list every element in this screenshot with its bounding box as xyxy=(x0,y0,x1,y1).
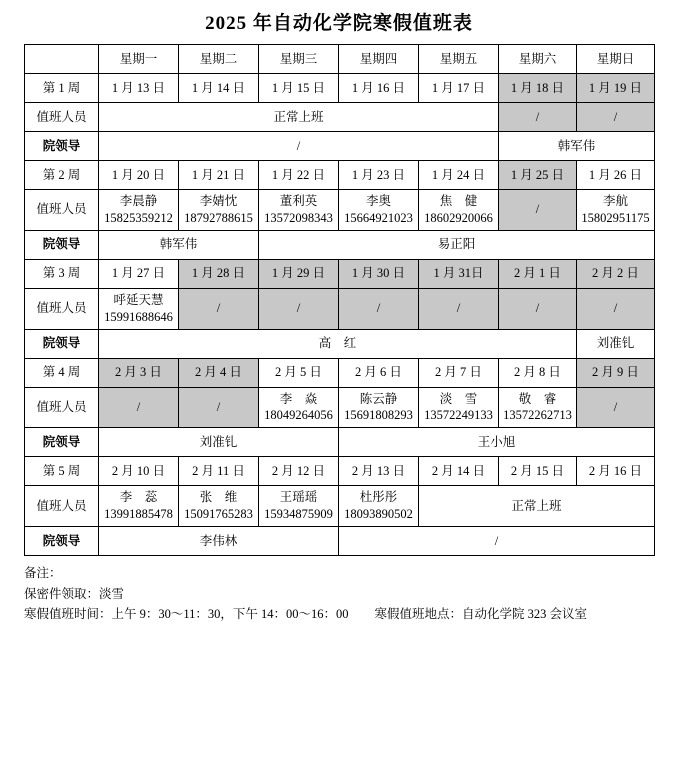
table-row xyxy=(25,457,655,486)
duty-cell xyxy=(577,190,655,231)
date-cell: 1 月 22 日 xyxy=(259,161,339,190)
date-cell: 2 月 14 日 xyxy=(419,457,499,486)
week-label: 第 3 周 xyxy=(25,259,99,288)
date-cell: 2 月 8 日 xyxy=(499,358,577,387)
duty-cell xyxy=(419,387,499,428)
duty-cell: / xyxy=(577,387,655,428)
leader-cell: 易正阳 xyxy=(259,230,655,259)
date-cell: 1 月 26 日 xyxy=(577,161,655,190)
table-row xyxy=(25,259,655,288)
date-cell: 2 月 10 日 xyxy=(99,457,179,486)
week-label: 第 4 周 xyxy=(25,358,99,387)
duty-person-phone: 18792788615 xyxy=(184,210,253,225)
duty-cell: / xyxy=(499,103,577,132)
date-cell: 1 月 15 日 xyxy=(259,74,339,103)
notes-duty-location: 寒假值班地点：自动化学院 323 会议室 xyxy=(374,607,588,622)
date-cell: 1 月 13 日 xyxy=(99,74,179,103)
date-cell: 1 月 29 日 xyxy=(259,259,339,288)
date-cell: 2 月 4 日 xyxy=(179,358,259,387)
week-label: 第 5 周 xyxy=(25,457,99,486)
date-cell: 1 月 27 日 xyxy=(99,259,179,288)
header-day-saturday: 星期六 xyxy=(499,45,577,74)
duty-person-phone: 13572262713 xyxy=(503,408,572,423)
duty-cell: / xyxy=(99,387,179,428)
leader-cell: / xyxy=(99,132,499,161)
date-cell: 1 月 16 日 xyxy=(339,74,419,103)
duty-person-name: / xyxy=(535,202,540,217)
leader-cell: 李伟林 xyxy=(99,527,339,556)
duty-cell: / xyxy=(577,288,655,329)
week-label: 第 1 周 xyxy=(25,74,99,103)
duty-cell xyxy=(99,190,179,231)
duty-person-name: 李 焱 xyxy=(279,391,318,406)
duty-schedule-table xyxy=(24,44,655,556)
duty-label: 值班人员 xyxy=(25,288,99,329)
notes-line-confidential: 保密件领取：淡雪 xyxy=(24,586,125,601)
leader-label: 院领导 xyxy=(25,428,99,457)
duty-person-name: 敬 睿 xyxy=(518,391,557,406)
table-row xyxy=(25,387,655,428)
duty-cell: 正常上班 xyxy=(419,486,655,527)
duty-cell: 正常上班 xyxy=(99,103,499,132)
duty-cell xyxy=(339,486,419,527)
table-row xyxy=(25,230,655,259)
duty-label: 值班人员 xyxy=(25,190,99,231)
date-cell: 2 月 3 日 xyxy=(99,358,179,387)
duty-cell: / xyxy=(259,288,339,329)
date-cell: 2 月 16 日 xyxy=(577,457,655,486)
duty-cell: / xyxy=(179,288,259,329)
duty-cell xyxy=(179,486,259,527)
date-cell: 2 月 11 日 xyxy=(179,457,259,486)
table-row xyxy=(25,358,655,387)
date-cell: 2 月 12 日 xyxy=(259,457,339,486)
duty-person-name: 淡 雪 xyxy=(439,391,478,406)
duty-person-name: 张 维 xyxy=(199,490,238,505)
duty-person-name: 李奥 xyxy=(365,194,391,208)
leader-label: 院领导 xyxy=(25,132,99,161)
duty-cell xyxy=(419,190,499,231)
date-cell: 1 月 25 日 xyxy=(499,161,577,190)
header-day-friday: 星期五 xyxy=(419,45,499,74)
date-cell: 1 月 21 日 xyxy=(179,161,259,190)
date-cell: 1 月 23 日 xyxy=(339,161,419,190)
duty-person-name: 李航 xyxy=(602,194,628,208)
duty-person-name: 杜彤彤 xyxy=(359,490,398,505)
date-cell: 2 月 7 日 xyxy=(419,358,499,387)
duty-person-phone: 15664921023 xyxy=(344,210,413,225)
leader-cell: 刘准钆 xyxy=(99,428,339,457)
header-day-thursday: 星期四 xyxy=(339,45,419,74)
duty-person-phone: 15691808293 xyxy=(344,408,413,423)
duty-person-phone: 15825359212 xyxy=(104,210,173,225)
duty-cell xyxy=(99,486,179,527)
duty-person-name: 焦 健 xyxy=(439,194,478,208)
date-cell: 2 月 9 日 xyxy=(577,358,655,387)
notes-title: 备注： xyxy=(24,566,62,580)
duty-cell: / xyxy=(577,103,655,132)
header-day-monday: 星期一 xyxy=(99,45,179,74)
table-row xyxy=(25,288,655,329)
duty-cell: / xyxy=(499,288,577,329)
duty-person-name: 董利英 xyxy=(279,194,318,208)
duty-person-name: 陈云静 xyxy=(359,391,398,406)
leader-cell: 刘准钆 xyxy=(577,329,655,358)
duty-cell xyxy=(499,190,577,231)
date-cell: 1 月 20 日 xyxy=(99,161,179,190)
duty-cell xyxy=(99,288,179,329)
duty-person-phone: 18093890502 xyxy=(344,507,413,522)
date-cell: 1 月 24 日 xyxy=(419,161,499,190)
notes-section xyxy=(24,563,654,625)
table-row xyxy=(25,190,655,231)
header-corner-cell xyxy=(25,45,99,74)
duty-person-name: 李 蕊 xyxy=(119,490,158,505)
date-cell: 1 月 19 日 xyxy=(577,74,655,103)
duty-cell xyxy=(339,190,419,231)
table-row xyxy=(25,428,655,457)
notes-duty-time: 寒假值班时间：上午 9：30～11：30，下午 14：00～16：00 xyxy=(24,607,349,622)
notes-line-time-location xyxy=(24,604,654,625)
duty-person-phone: 15091765283 xyxy=(184,507,253,522)
table-header-row xyxy=(25,45,655,74)
table-row xyxy=(25,161,655,190)
leader-label: 院领导 xyxy=(25,329,99,358)
duty-person-phone: 15802951175 xyxy=(581,210,650,225)
table-row xyxy=(25,103,655,132)
table-row xyxy=(25,486,655,527)
duty-cell xyxy=(339,387,419,428)
date-cell: 1 月 14 日 xyxy=(179,74,259,103)
leader-label: 院领导 xyxy=(25,527,99,556)
duty-person-phone: 18602920066 xyxy=(424,210,493,225)
week-label: 第 2 周 xyxy=(25,161,99,190)
date-cell: 2 月 13 日 xyxy=(339,457,419,486)
header-day-sunday: 星期日 xyxy=(577,45,655,74)
duty-person-phone: 13991885478 xyxy=(104,507,173,522)
leader-cell: / xyxy=(339,527,655,556)
duty-person-name: 李婧忱 xyxy=(199,194,238,208)
date-cell: 2 月 6 日 xyxy=(339,358,419,387)
page-title: 2025 年自动化学院寒假值班表 xyxy=(205,13,473,34)
leader-cell: 韩军伟 xyxy=(499,132,655,161)
date-cell: 1 月 30 日 xyxy=(339,259,419,288)
leader-label: 院领导 xyxy=(25,230,99,259)
table-row xyxy=(25,329,655,358)
duty-cell xyxy=(499,387,577,428)
date-cell: 2 月 15 日 xyxy=(499,457,577,486)
duty-cell: / xyxy=(179,387,259,428)
duty-cell xyxy=(259,486,339,527)
header-day-wednesday: 星期三 xyxy=(259,45,339,74)
leader-cell: 韩军伟 xyxy=(99,230,259,259)
duty-cell xyxy=(179,190,259,231)
table-row xyxy=(25,74,655,103)
duty-person-name: 王瑶瑶 xyxy=(279,490,318,505)
duty-person-name: 呼延天慧 xyxy=(113,292,164,307)
duty-label: 值班人员 xyxy=(25,486,99,527)
leader-cell: 王小旭 xyxy=(339,428,655,457)
duty-cell xyxy=(259,190,339,231)
duty-person-phone: 13572249133 xyxy=(424,408,493,423)
duty-person-phone: 15934875909 xyxy=(264,507,333,522)
table-row xyxy=(25,132,655,161)
date-cell: 2 月 2 日 xyxy=(577,259,655,288)
date-cell: 1 月 28 日 xyxy=(179,259,259,288)
duty-person-name: 李晨静 xyxy=(119,194,158,208)
date-cell: 2 月 1 日 xyxy=(499,259,577,288)
leader-cell: 高 红 xyxy=(99,329,577,358)
duty-cell: / xyxy=(419,288,499,329)
date-cell: 1 月 31日 xyxy=(419,259,499,288)
date-cell: 1 月 17 日 xyxy=(419,74,499,103)
date-cell: 2 月 5 日 xyxy=(259,358,339,387)
date-cell: 1 月 18 日 xyxy=(499,74,577,103)
duty-person-phone: 18049264056 xyxy=(264,408,333,423)
duty-label: 值班人员 xyxy=(25,103,99,132)
duty-person-phone: 13572098343 xyxy=(264,210,333,225)
duty-cell xyxy=(259,387,339,428)
table-row xyxy=(25,527,655,556)
duty-cell: / xyxy=(339,288,419,329)
duty-person-phone: 15991688646 xyxy=(104,309,173,324)
duty-label: 值班人员 xyxy=(25,387,99,428)
header-day-tuesday: 星期二 xyxy=(179,45,259,74)
